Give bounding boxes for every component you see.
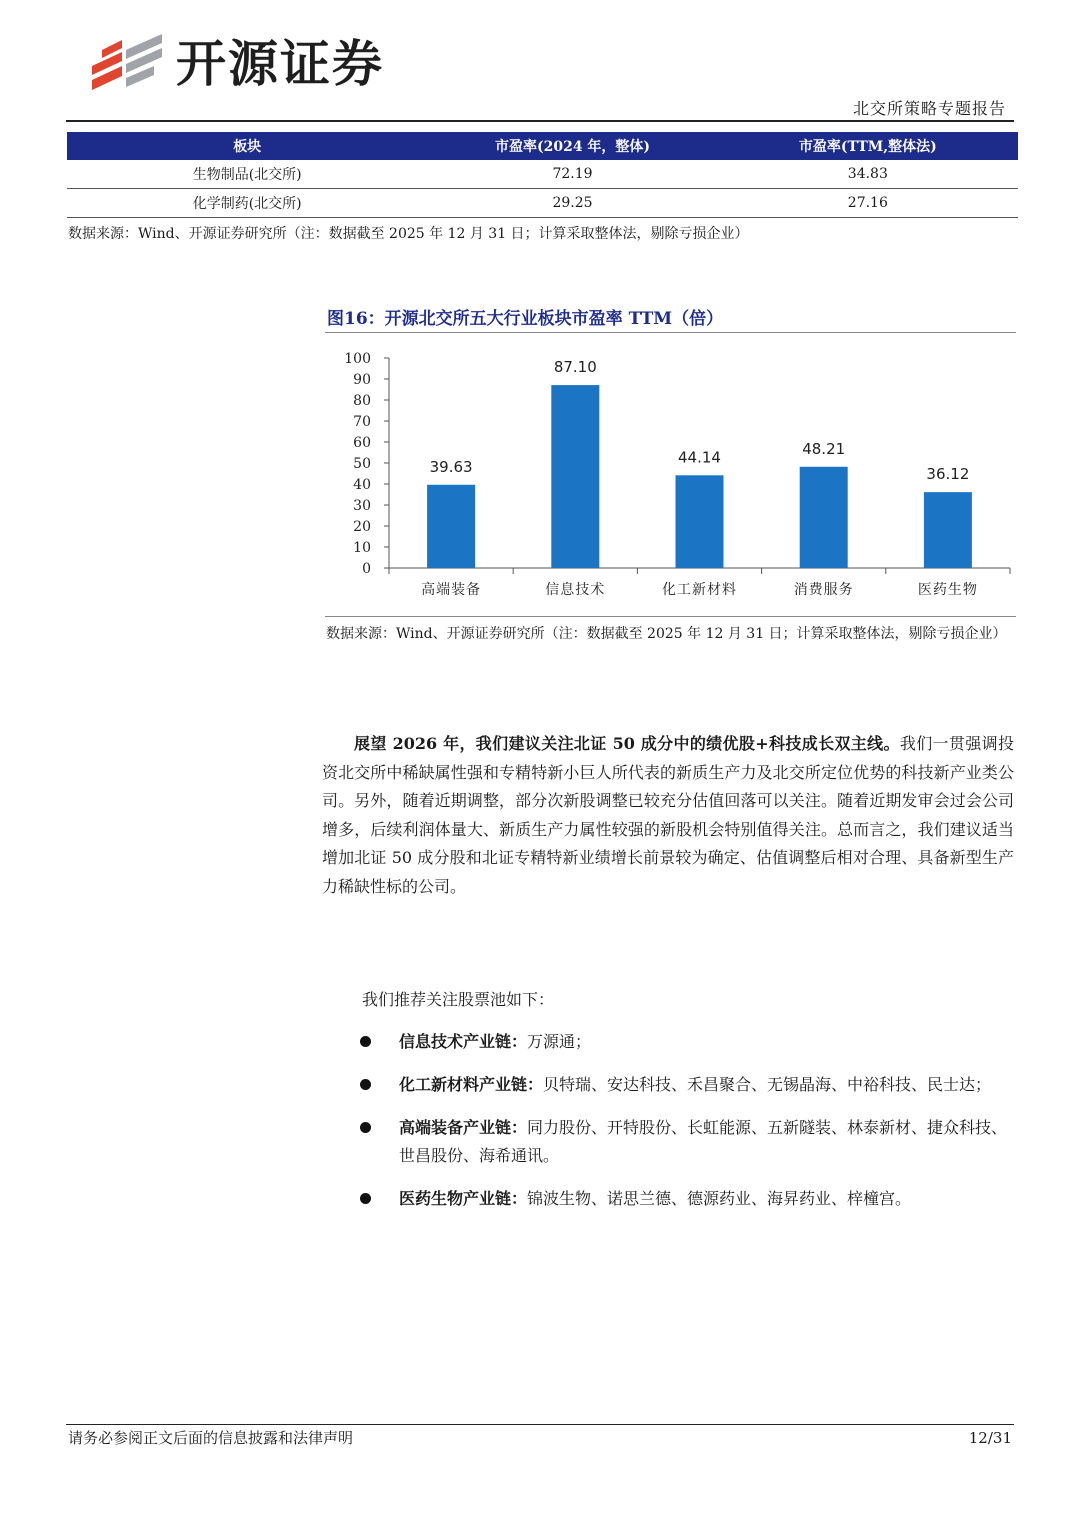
table-cell: 27.16	[718, 189, 1018, 218]
table-header-cell: 板块	[67, 132, 427, 160]
x-tick-label: 信息技术	[545, 582, 606, 598]
brand-name: 开源证券	[176, 35, 384, 93]
footer-disclaimer: 请务必参阅正文后面的信息披露和法律声明	[68, 1429, 354, 1447]
data-label: 87.10	[553, 358, 597, 377]
pe-table	[67, 132, 1018, 218]
outlook-body: 我们一贯强调投资北交所中稀缺属性强和专精特新小巨人所代表的新质生产力及北交所定位优势的科技新产业类公司。另外，随着近期调整，部分次新股调整已较充分估值回落可以关注。随着近期发审会过会公司增多，后续利润体量大、新质生产力属性较强的新股机会特别值得关注。总而言之，我们建议适当增加北证 50 成分股和北证专精特新业绩增长前景较为确定、估值调整后相对合理、具备新型生产力稀缺性标的公司。	[322, 734, 1014, 896]
table-cell: 34.83	[718, 160, 1018, 189]
outlook-paragraph	[322, 730, 1014, 901]
list-item	[358, 1114, 1018, 1170]
data-label: 36.12	[926, 465, 970, 484]
y-tick-label: 60	[353, 435, 371, 451]
outlook-lead: 展望 2026 年，我们建议关注北证 50 成分中的绩优股+科技成长双主线。	[354, 734, 900, 753]
bar	[551, 385, 599, 568]
chain-stocks: 锦波生物、诺思兰德、德源药业、海昇药业、梓橦宫。	[527, 1189, 912, 1208]
table-cell: 29.25	[427, 189, 717, 218]
x-tick-label: 化工新材料	[662, 582, 737, 598]
report-type: 北交所策略专题报告	[852, 99, 1006, 118]
y-tick-label: 30	[353, 498, 371, 514]
figure-source-note: 数据来源：Wind、开源证券研究所（注：数据截至 2025 年 12 月 31 日；计算采取整体法，剔除亏损企业）	[326, 626, 1007, 642]
figure-title: 图16：开源北交所五大行业板块市盈率 TTM（倍）	[327, 309, 724, 329]
x-tick-label: 高端装备	[421, 582, 482, 598]
y-tick-label: 100	[344, 351, 371, 367]
list-item	[358, 1028, 1018, 1056]
data-label: 39.63	[429, 457, 473, 476]
header-divider	[66, 120, 1014, 122]
x-tick-label: 消费服务	[793, 582, 854, 598]
y-tick-label: 90	[353, 372, 371, 388]
stock-pool-list	[358, 1028, 1018, 1228]
y-tick-label: 40	[353, 477, 371, 493]
bar	[924, 492, 972, 568]
table-source-note: 数据来源：Wind、开源证券研究所（注：数据截至 2025 年 12 月 31 日；计算采取整体法，剔除亏损企业）	[68, 226, 749, 242]
chain-label: 高端装备产业链：	[399, 1118, 528, 1137]
table-row	[67, 189, 1018, 218]
table-cell: 化学制药(北交所)	[67, 189, 427, 218]
table-header-cell: 市盈率(2024 年，整体)	[427, 132, 717, 160]
page-number: 12/31	[968, 1429, 1012, 1447]
table-header-cell: 市盈率(TTM,整体法)	[718, 132, 1018, 160]
y-tick-label: 50	[353, 456, 371, 472]
chain-label: 医药生物产业链：	[399, 1189, 528, 1208]
bar	[427, 485, 475, 568]
y-tick-label: 80	[353, 393, 371, 409]
bullet-icon	[360, 1193, 371, 1204]
chain-stocks: 万源通；	[527, 1032, 592, 1051]
chain-label: 信息技术产业链：	[399, 1032, 528, 1051]
y-tick-label: 20	[353, 519, 371, 535]
list-item	[358, 1071, 1018, 1099]
y-tick-label: 10	[353, 540, 371, 556]
pe-bar-chart	[325, 344, 1016, 610]
bar	[676, 475, 724, 568]
table-cell: 72.19	[427, 160, 717, 189]
bullet-icon	[360, 1036, 371, 1047]
table-row	[67, 160, 1018, 189]
stock-pool-intro: 我们推荐关注股票池如下：	[362, 990, 555, 1009]
x-tick-label: 医药生物	[917, 582, 978, 598]
data-label: 48.21	[802, 439, 846, 458]
list-item	[358, 1185, 1018, 1213]
y-tick-label: 0	[362, 561, 371, 577]
table-cell: 生物制品(北交所)	[67, 160, 427, 189]
y-tick-label: 70	[353, 414, 371, 430]
brand-logo-icon	[88, 30, 166, 98]
figure-bottom-rule	[325, 616, 1016, 617]
chain-label: 化工新材料产业链：	[399, 1075, 544, 1094]
figure-top-rule	[325, 332, 1016, 333]
bullet-icon	[360, 1079, 371, 1090]
bar	[800, 467, 848, 568]
footer-divider	[66, 1424, 1014, 1425]
chain-stocks: 同力股份、开特股份、长虹能源、五新隧装、林泰新材、捷众科技、世昌股份、海希通讯。	[399, 1118, 1008, 1165]
chain-stocks: 贝特瑞、安达科技、禾昌聚合、无锡晶海、中裕科技、民士达；	[543, 1075, 992, 1094]
data-label: 44.14	[678, 448, 721, 467]
bullet-icon	[360, 1122, 371, 1133]
table-header-row	[67, 132, 1018, 160]
